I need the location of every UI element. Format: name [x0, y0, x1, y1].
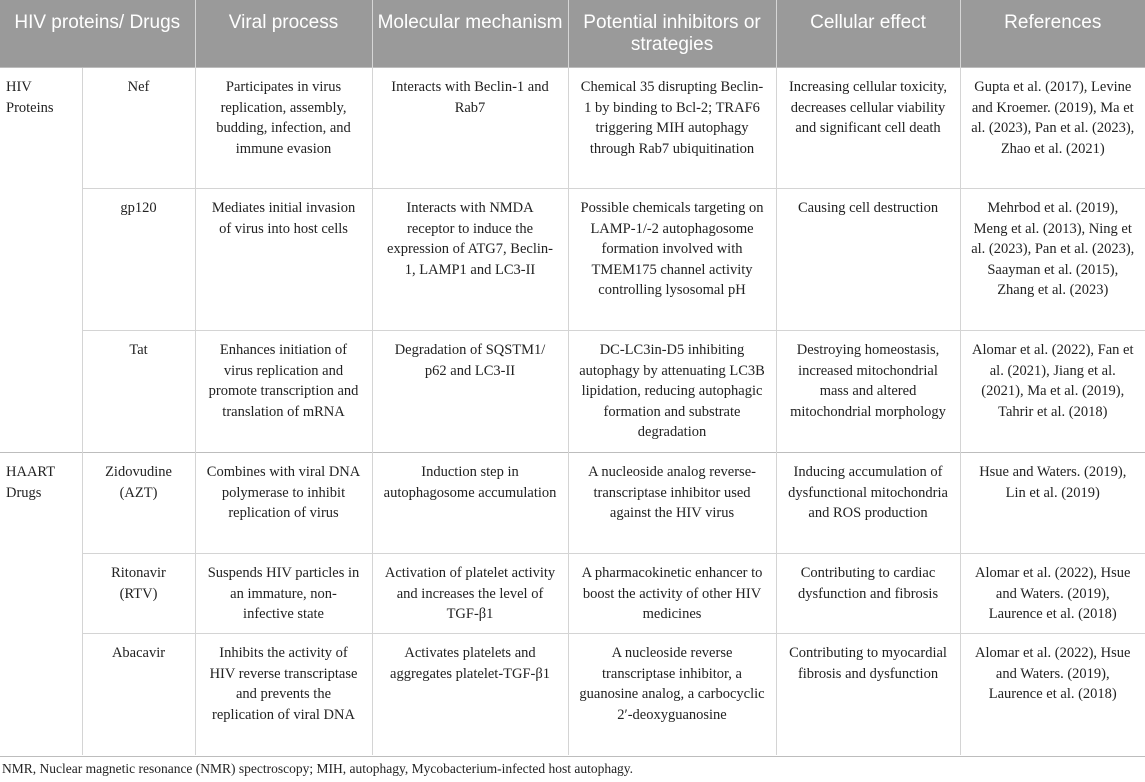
header-molecular-mechanism: Molecular mechanism [372, 0, 568, 68]
row-references: Alomar et al. (2022), Hsue and Waters. (2019), Laurence et al. (2018) [960, 634, 1145, 755]
row-name: gp120 [82, 189, 195, 331]
row-inhibitors: Chemical 35 disrupting Beclin-1 by binding to Bcl-2; TRAF6 triggering MIH autophagy through Rab7 ubiquitination [568, 68, 776, 189]
table-row [0, 634, 1145, 755]
row-name: Abacavir [82, 634, 195, 755]
row-references: Gupta et al. (2017), Levine and Kroemer. (2019), Ma et al. (2023), Pan et al. (2023), Zhao et al. (2021) [960, 68, 1145, 189]
row-mechanism: Degradation of SQSTM1/ p62 and LC3-II [372, 331, 568, 453]
table-row [0, 453, 1145, 554]
table-row [0, 554, 1145, 634]
header-proteins-drugs: HIV proteins/ Drugs [0, 0, 195, 68]
row-process: Enhances initiation of virus replication and promote transcription and translation of mRNA [195, 331, 372, 453]
header-cellular-effect: Cellular effect [776, 0, 960, 68]
row-inhibitors: Possible chemicals targeting on LAMP-1/-2 autophagosome formation involved with TMEM175 channel activity controlling lysosomal pH [568, 189, 776, 331]
row-name: Nef [82, 68, 195, 189]
row-mechanism: Activation of platelet activity and increases the level of TGF-β1 [372, 554, 568, 634]
table-footnote: NMR, Nuclear magnetic resonance (NMR) spectroscopy; MIH, autophagy, Mycobacterium-infected host autophagy. [2, 761, 634, 776]
table-row [0, 189, 1145, 331]
row-references: Mehrbod et al. (2019), Meng et al. (2013), Ning et al. (2023), Pan et al. (2023), Saayman et al. (2015), Zhang et al. (2023) [960, 189, 1145, 331]
row-process: Participates in virus replication, assembly, budding, infection, and immune evasion [195, 68, 372, 189]
header-potential-inhibitors: Potential inhibitors or strategies [568, 0, 776, 68]
header-viral-process: Viral process [195, 0, 372, 68]
table-bottom-rule [0, 756, 1145, 757]
row-process: Suspends HIV particles in an immature, non-infective state [195, 554, 372, 634]
row-name: Zidovudine (AZT) [82, 453, 195, 554]
row-mechanism: Interacts with NMDA receptor to induce the expression of ATG7, Beclin-1, LAMP1 and LC3-II [372, 189, 568, 331]
row-inhibitors: A nucleoside reverse transcriptase inhibitor, a guanosine analog, a carbocyclic 2′-deoxyguanosine [568, 634, 776, 755]
group-label: HAART Drugs [0, 453, 82, 755]
row-inhibitors: A nucleoside analog reverse-transcriptase inhibitor used against the HIV virus [568, 453, 776, 554]
header-row [0, 0, 1145, 68]
row-process: Mediates initial invasion of virus into host cells [195, 189, 372, 331]
row-effect: Inducing accumulation of dysfunctional mitochondria and ROS production [776, 453, 960, 554]
group-label: HIV Proteins [0, 68, 82, 453]
row-references: Alomar et al. (2022), Hsue and Waters. (2019), Laurence et al. (2018) [960, 554, 1145, 634]
row-name: Tat [82, 331, 195, 453]
table-row [0, 68, 1145, 189]
row-inhibitors: DC-LC3in-D5 inhibiting autophagy by attenuating LC3B lipidation, reducing autophagic formation and substrate degradation [568, 331, 776, 453]
row-references: Hsue and Waters. (2019), Lin et al. (2019) [960, 453, 1145, 554]
row-inhibitors: A pharmacokinetic enhancer to boost the activity of other HIV medicines [568, 554, 776, 634]
row-references: Alomar et al. (2022), Fan et al. (2021), Jiang et al. (2021), Ma et al. (2019), Tahrir et al. (2018) [960, 331, 1145, 453]
table-row [0, 331, 1145, 453]
row-effect: Causing cell destruction [776, 189, 960, 331]
row-effect: Increasing cellular toxicity, decreases cellular viability and significant cell death [776, 68, 960, 189]
row-effect: Destroying homeostasis, increased mitochondrial mass and altered mitochondrial morphology [776, 331, 960, 453]
row-name: Ritonavir (RTV) [82, 554, 195, 634]
row-mechanism: Activates platelets and aggregates platelet-TGF-β1 [372, 634, 568, 755]
row-process: Combines with viral DNA polymerase to inhibit replication of virus [195, 453, 372, 554]
row-process: Inhibits the activity of HIV reverse transcriptase and prevents the replication of viral DNA [195, 634, 372, 755]
row-effect: Contributing to cardiac dysfunction and fibrosis [776, 554, 960, 634]
row-effect: Contributing to myocardial fibrosis and dysfunction [776, 634, 960, 755]
header-references: References [960, 0, 1145, 68]
row-mechanism: Interacts with Beclin-1 and Rab7 [372, 68, 568, 189]
row-mechanism: Induction step in autophagosome accumulation [372, 453, 568, 554]
